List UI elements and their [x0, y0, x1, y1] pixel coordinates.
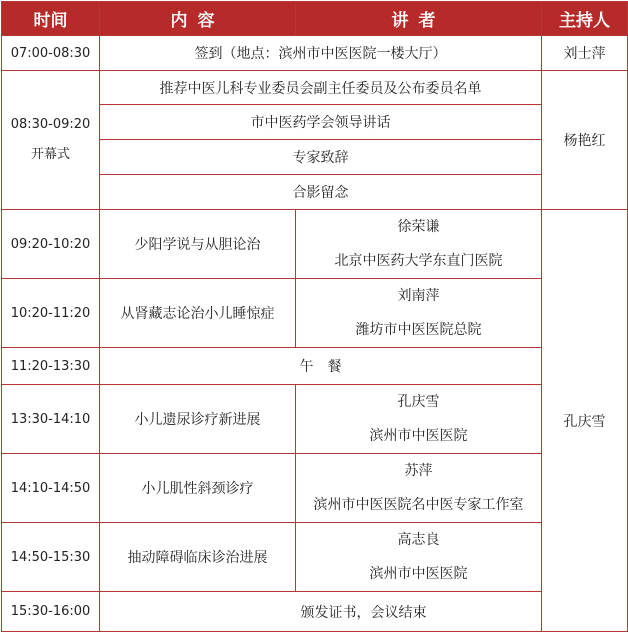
- time-cell: [2, 71, 100, 210]
- table-row: [2, 454, 628, 523]
- header-time: 时间: [2, 2, 100, 36]
- time-cell: 10:20-11:20: [2, 279, 100, 348]
- header-content: 内容: [100, 2, 296, 36]
- time-cell: 07:00-08:30: [2, 36, 100, 71]
- schedule-table: [1, 1, 628, 632]
- speaker-org: 滨州市中医医院: [369, 428, 468, 444]
- table-row: [2, 210, 628, 279]
- host-cell: 孔庆雪: [542, 210, 628, 632]
- time-cell: 13:30-14:10: [2, 385, 100, 454]
- content-cell: 颁发证书，会议结束: [100, 592, 628, 632]
- speaker-cell: [296, 210, 542, 279]
- header-host: 主持人: [542, 2, 628, 36]
- table-row: [2, 385, 628, 454]
- speaker-name: 徐荣谦: [397, 219, 440, 235]
- speaker-cell: [296, 385, 542, 454]
- table-row: [2, 523, 628, 592]
- content-cell: 签到（地点：滨州市中医医院一楼大厅）: [100, 36, 542, 71]
- table-row: [2, 279, 628, 348]
- speaker-cell: [296, 279, 542, 348]
- content-cell: 专家致辞: [100, 140, 542, 175]
- topic-cell: 少阳学说与从胆论治: [100, 210, 296, 279]
- time-cell: 09:20-10:20: [2, 210, 100, 279]
- speaker-org: 潍坊市中医医院总院: [355, 322, 482, 338]
- table-row: [2, 71, 628, 105]
- content-cell: 合影留念: [100, 175, 542, 210]
- table-row: [2, 36, 628, 71]
- host-cell: 刘士萍: [542, 36, 628, 71]
- speaker-org: 滨州市中医医院: [369, 566, 468, 582]
- topic-cell: 小儿肌性斜颈诊疗: [100, 454, 296, 523]
- table-row: [2, 348, 628, 385]
- speaker-org: 滨州市中医医院名中医专家工作室: [313, 497, 524, 513]
- speaker-cell: [296, 454, 542, 523]
- time-cell: 14:10-14:50: [2, 454, 100, 523]
- time-cell: 11:20-13:30: [2, 348, 100, 385]
- speaker-name: 高志良: [397, 532, 440, 548]
- speaker-org: 北京中医药大学东直门医院: [334, 253, 503, 269]
- time-cell: 14:50-15:30: [2, 523, 100, 592]
- session-label: 开幕式: [30, 147, 70, 162]
- header-speaker: 讲者: [296, 2, 542, 36]
- time-range: 08:30-09:20: [10, 117, 91, 132]
- time-cell: 15:30-16:00: [2, 592, 100, 632]
- topic-cell: 抽动障碍临床诊治进展: [100, 523, 296, 592]
- content-cell: 市中医药学会领导讲话: [100, 105, 542, 140]
- content-cell: 推荐中医儿科专业委员会副主任委员及公布委员名单: [100, 71, 542, 105]
- topic-cell: 小儿遗尿诊疗新进展: [100, 385, 296, 454]
- host-cell: 杨艳红: [542, 71, 628, 210]
- speaker-name: 孔庆雪: [397, 394, 440, 410]
- topic-cell: 从肾藏志论治小儿睡惊症: [100, 279, 296, 348]
- speaker-name: 苏萍: [404, 463, 433, 479]
- content-cell: 午 餐: [100, 348, 542, 385]
- speaker-name: 刘南萍: [397, 288, 440, 304]
- table-row: [2, 592, 628, 632]
- speaker-cell: [296, 523, 542, 592]
- header-row: [2, 2, 628, 36]
